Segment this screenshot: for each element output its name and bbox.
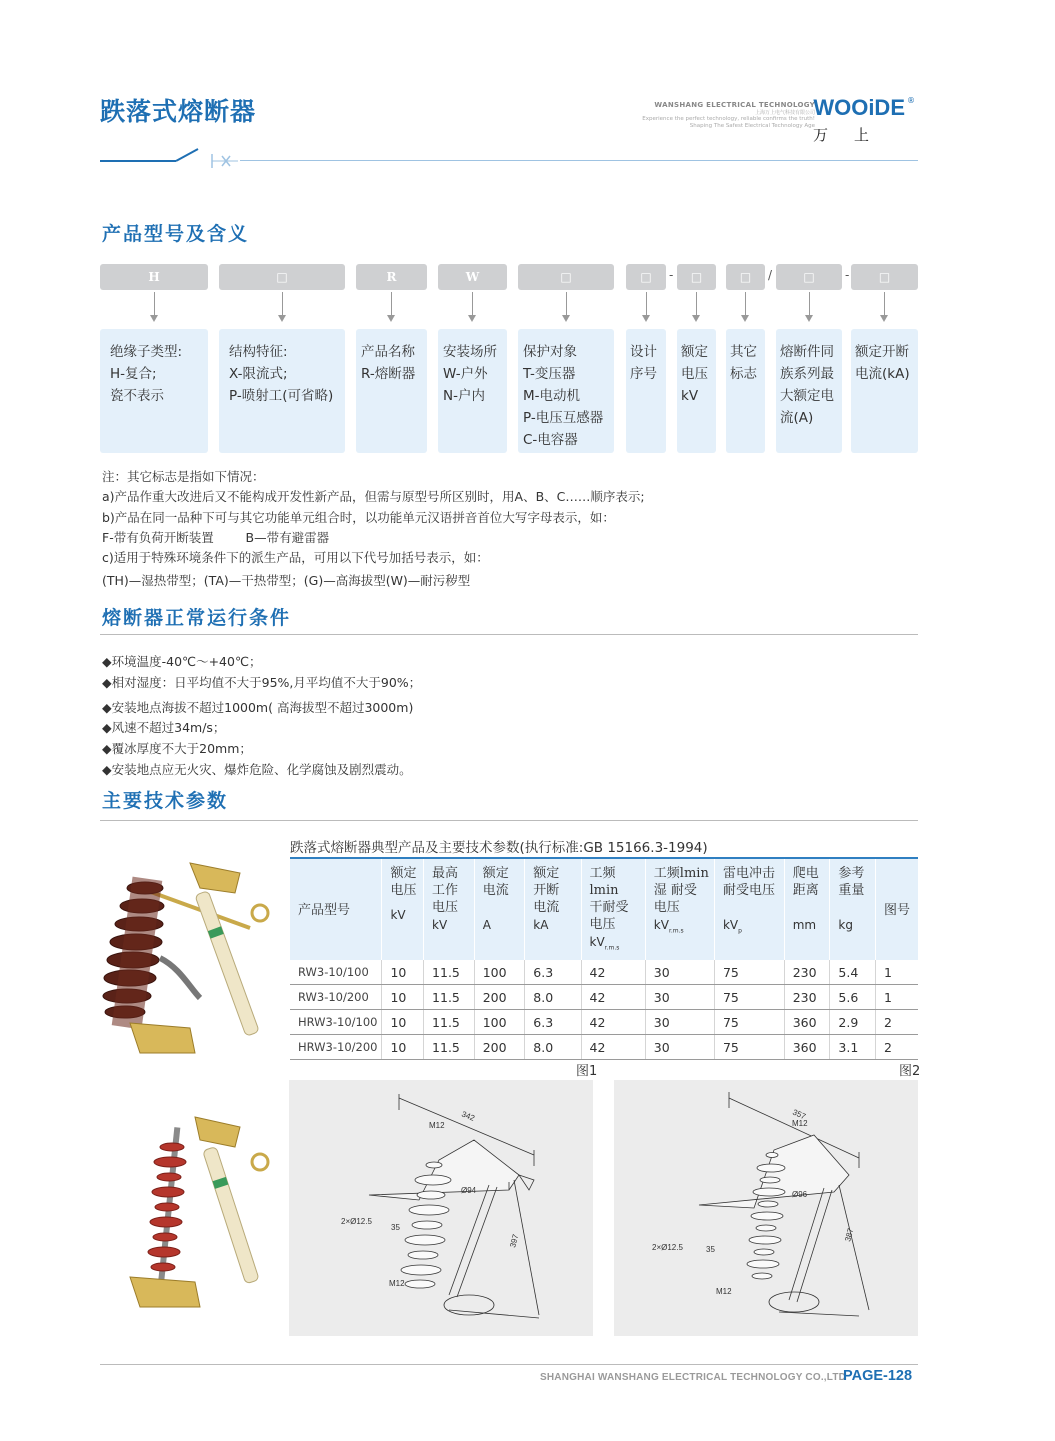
table-cell: 2 xyxy=(875,1035,918,1060)
table-cell: 200 xyxy=(474,985,525,1010)
th-label: 图号 xyxy=(883,903,910,919)
th-rated-current xyxy=(474,859,525,960)
table-cell: 6.3 xyxy=(525,1010,581,1035)
dim-spacing: 35 xyxy=(391,1223,400,1232)
desc-structure xyxy=(219,329,345,453)
code-box-fuse-current: □ xyxy=(776,264,842,290)
table-cell: 42 xyxy=(581,1035,645,1060)
desc-line: 产品名称 xyxy=(361,344,415,360)
desc-line: 大额定电 xyxy=(780,388,834,404)
table-cell: 42 xyxy=(581,1010,645,1035)
table-cell: 230 xyxy=(784,960,830,985)
dim-diameter: Ø96 xyxy=(792,1190,808,1199)
th-figure xyxy=(875,859,918,960)
slogan-2: Shaping The Safest Electrical Technology Age xyxy=(689,123,815,129)
desc-location xyxy=(438,329,507,453)
cell-model: RW3-10/200 xyxy=(290,985,382,1010)
arrow-down-icon xyxy=(282,292,283,320)
th-label: 参考 重量 xyxy=(838,866,865,898)
slogan-1: Experience the perfect technology, reliable confirms the truth! xyxy=(642,116,815,122)
th-unit-main: kV xyxy=(653,918,669,932)
section-title-conditions: 熔断器正常运行条件 xyxy=(102,607,292,629)
desc-line: 流(A) xyxy=(780,410,814,426)
fuse-drawing-1 xyxy=(289,1080,593,1336)
table-cell: 1 xyxy=(875,985,918,1010)
dim-diameter: Ø94 xyxy=(461,1186,477,1195)
dim-bolt-bottom: M12 xyxy=(389,1279,405,1288)
desc-insulator xyxy=(100,329,208,453)
dim-width: 357 xyxy=(791,1107,808,1122)
th-unit: A xyxy=(482,918,491,932)
desc-voltage xyxy=(677,329,716,453)
desc-line: 结构特征: xyxy=(229,344,288,360)
code-box-location: W xyxy=(438,264,507,290)
code-box-structure: □ xyxy=(219,264,345,290)
desc-line: 其它 xyxy=(730,344,757,360)
code-box-protection: □ xyxy=(518,264,614,290)
table-cell: 2.9 xyxy=(830,1010,876,1035)
table-cell: 75 xyxy=(714,985,784,1010)
arrow-down-icon xyxy=(566,292,567,320)
notes-block xyxy=(102,467,645,592)
logo-cn: 万上 xyxy=(812,126,895,144)
th-label: 额定 电流 xyxy=(482,866,509,898)
figure-2-label: 图2 xyxy=(899,1064,921,1079)
brand-cn-small: 上海万上电气科技有限公司 xyxy=(754,110,815,116)
brand-en: WANSHANG ELECTRICAL TECHNOLOGY xyxy=(654,101,815,109)
footer-company: SHANGHAI WANSHANG ELECTRICAL TECHNOLOGY CO.,LTD xyxy=(540,1372,847,1383)
th-label: 最高 工作 电压 xyxy=(432,866,459,915)
table-row xyxy=(290,985,918,1010)
brand-text-block xyxy=(642,101,815,130)
th-creepage xyxy=(784,859,830,960)
th-unit: kg xyxy=(838,918,853,932)
desc-line: M-电动机 xyxy=(523,388,581,404)
arrow-down-icon xyxy=(391,292,392,320)
th-max-voltage xyxy=(424,859,475,960)
th-label: 额定 开断 电流 xyxy=(533,866,560,915)
dim-height: 387 xyxy=(843,1227,856,1243)
table-cell: 30 xyxy=(645,960,714,985)
condition-item: ◆安装地点海拔不超过1000m( 高海拔型不超过3000m) xyxy=(102,699,414,715)
desc-line: 额定 xyxy=(681,344,708,360)
th-label: 雷电冲击 耐受电压 xyxy=(722,866,775,898)
desc-design xyxy=(626,329,666,453)
page-number: PAGE-128 xyxy=(843,1368,913,1384)
desc-line: W-户外 xyxy=(443,366,488,382)
th-unit xyxy=(723,917,780,939)
desc-line: 安装场所 xyxy=(443,344,497,360)
table-cell: 360 xyxy=(784,1035,830,1060)
th-label: 额定 电压 xyxy=(390,866,417,898)
table-cell: 6.3 xyxy=(525,960,581,985)
table-caption: 跌落式熔断器典型产品及主要技术参数(执行标准:GB 15166.3-1994) xyxy=(290,840,708,856)
th-unit-sub: r.m.s xyxy=(668,927,684,935)
th-wet-withstand xyxy=(645,859,714,960)
brand-logo: WOOiDE xyxy=(813,95,905,120)
table-cell: 75 xyxy=(714,1010,784,1035)
th-rated-voltage xyxy=(382,859,424,960)
table-cell: 3.1 xyxy=(830,1035,876,1060)
table-cell: 100 xyxy=(474,960,525,985)
desc-line: 熔断件同 xyxy=(780,344,834,360)
desc-line: 绝缘子类型: xyxy=(110,344,183,360)
desc-line: T-变压器 xyxy=(523,366,576,382)
code-box-other: □ xyxy=(726,264,765,290)
note-line: (TH)—湿热带型；(TA)—干热带型；(G)—高海拔型(W)—耐污秽型 xyxy=(102,573,471,589)
th-unit-sub: r.m.s xyxy=(604,944,620,952)
table-cell: 8.0 xyxy=(525,985,581,1010)
cell-model: RW3-10/100 xyxy=(290,960,382,985)
table-cell: 30 xyxy=(645,1010,714,1035)
table-cell: 30 xyxy=(645,985,714,1010)
desc-line: kV xyxy=(681,388,699,404)
dim-holes: 2×Ø12.5 xyxy=(652,1243,683,1252)
desc-line: 标志 xyxy=(730,366,757,382)
figure-2-drawing xyxy=(614,1080,918,1336)
desc-break-current xyxy=(851,329,918,453)
conditions-list xyxy=(102,652,421,781)
table-cell: 11.5 xyxy=(424,1035,475,1060)
note-line: b)产品在同一品种下可与其它功能单元组合时，以功能单元汉语拼音首位大写字母表示，如： xyxy=(102,509,615,525)
code-box-design: □ xyxy=(626,264,666,290)
table-cell: 1 xyxy=(875,960,918,985)
table-cell: 75 xyxy=(714,1035,784,1060)
section-rule xyxy=(100,634,918,635)
desc-line: R-熔断器 xyxy=(361,366,416,382)
figure-1-label: 图1 xyxy=(576,1064,598,1079)
th-impulse-withstand xyxy=(714,859,784,960)
desc-line: P-电压互感器 xyxy=(523,410,604,426)
table-cell: 75 xyxy=(714,960,784,985)
table-cell: 11.5 xyxy=(424,985,475,1010)
table-cell: 360 xyxy=(784,1010,830,1035)
desc-line: X-限流式; xyxy=(229,366,288,382)
arrow-down-icon xyxy=(646,292,647,320)
note-line: F-带有负荷开断装置 B—带有避雷器 xyxy=(102,529,330,545)
desc-line: 保护对象 xyxy=(523,344,577,360)
desc-product xyxy=(356,329,427,453)
table-row xyxy=(290,960,918,985)
note-line: 注：其它标志是指如下情况： xyxy=(102,469,265,484)
note-line: c)适用于特殊环境条件下的派生产品，可用以下代号加括号表示，如： xyxy=(102,550,489,566)
desc-line: 额定开断 xyxy=(855,344,909,360)
spec-table xyxy=(290,859,918,1060)
th-label: 工频lmin 干耐受 电压 xyxy=(589,866,629,932)
switch-line-icon xyxy=(100,145,240,169)
th-break-current xyxy=(525,859,581,960)
table-row xyxy=(290,1010,918,1035)
code-separator: / xyxy=(768,268,773,282)
condition-item: ◆环境温度-40℃～+40℃； xyxy=(102,654,262,669)
table-cell: 11.5 xyxy=(424,960,475,985)
table-cell: 42 xyxy=(581,985,645,1010)
desc-protection xyxy=(518,329,614,453)
th-unit: kA xyxy=(533,918,549,932)
dim-bolt-bottom: M12 xyxy=(716,1287,732,1296)
dim-height: 397 xyxy=(508,1233,521,1249)
arrow-down-icon xyxy=(745,292,746,320)
code-box-insulator: H xyxy=(100,264,208,290)
table-cell: 2 xyxy=(875,1010,918,1035)
footer-rule xyxy=(100,1364,918,1365)
arrow-down-icon xyxy=(809,292,810,320)
th-unit: mm xyxy=(792,918,817,932)
code-separator: - xyxy=(845,268,850,282)
desc-line: H-复合; xyxy=(110,366,157,382)
th-unit-main: kV xyxy=(722,918,739,932)
section-rule xyxy=(100,820,918,821)
dim-bolt-top: M12 xyxy=(429,1121,445,1130)
th-label: 工频lmin 湿 耐受 电压 xyxy=(653,866,709,915)
note-line: a)产品作重大改进后又不能构成开发性新产品，但需与原型号所区别时，用A、B、C……顺序表示; xyxy=(102,489,645,505)
dim-width: 342 xyxy=(460,1109,477,1123)
table-cell: 230 xyxy=(784,985,830,1010)
table-cell: 10 xyxy=(382,960,424,985)
code-box-break-current: □ xyxy=(851,264,918,290)
desc-line: 电流(kA) xyxy=(855,366,910,382)
desc-line: N-户内 xyxy=(443,388,485,404)
code-box-voltage: □ xyxy=(677,264,716,290)
table-cell: 200 xyxy=(474,1035,525,1060)
dim-bolt-top: M12 xyxy=(792,1119,808,1128)
condition-item: ◆安装地点应无火灾、爆炸危险、化学腐蚀及剧烈震动。 xyxy=(102,761,412,777)
desc-other xyxy=(726,329,765,453)
condition-item: ◆覆冰厚度不大于20mm； xyxy=(102,741,252,757)
th-label: 产品型号 xyxy=(298,903,351,919)
dim-holes: 2×Ø12.5 xyxy=(341,1217,372,1226)
logo-registered-mark: ® xyxy=(907,96,915,105)
arrow-down-icon xyxy=(696,292,697,320)
th-dry-withstand xyxy=(581,859,645,960)
th-unit-sub: p xyxy=(738,927,742,935)
condition-item: ◆相对湿度：日平均值不大于95%,月平均值不大于90%； xyxy=(102,674,422,690)
fuse-drawing-2 xyxy=(614,1080,918,1336)
desc-line: 电压 xyxy=(681,366,708,382)
header-rule xyxy=(240,160,918,161)
table-cell: 100 xyxy=(474,1010,525,1035)
product-photo-porcelain xyxy=(100,858,280,1058)
th-unit: kV xyxy=(390,908,406,922)
section-title-parameters: 主要技术参数 xyxy=(102,790,229,812)
th-unit xyxy=(590,934,641,956)
th-unit: kV xyxy=(432,918,448,932)
figure-1-drawing xyxy=(289,1080,593,1336)
table-cell: 30 xyxy=(645,1035,714,1060)
table-cell: 11.5 xyxy=(424,1010,475,1035)
table-cell: 10 xyxy=(382,985,424,1010)
desc-line: 设计 xyxy=(630,344,657,360)
cell-model: HRW3-10/200 xyxy=(290,1035,382,1060)
arrow-down-icon xyxy=(472,292,473,320)
arrow-down-icon xyxy=(154,292,155,320)
th-unit-main: kV xyxy=(589,935,605,949)
th-weight xyxy=(830,859,876,960)
condition-item: ◆风速不超过34m/s； xyxy=(102,720,226,736)
table-cell: 5.4 xyxy=(830,960,876,985)
desc-line: 族系列最 xyxy=(780,366,834,382)
dim-spacing: 35 xyxy=(706,1245,715,1254)
product-photo-composite xyxy=(100,1112,280,1312)
table-cell: 10 xyxy=(382,1010,424,1035)
desc-line: P-喷射工(可省略) xyxy=(229,388,334,404)
page-title: 跌落式熔断器 xyxy=(100,97,257,126)
cell-model: HRW3-10/100 xyxy=(290,1010,382,1035)
table-body xyxy=(290,960,918,1060)
section-title-model: 产品型号及含义 xyxy=(102,223,250,245)
table-row xyxy=(290,1035,918,1060)
code-box-product: R xyxy=(356,264,427,290)
arrow-down-icon xyxy=(884,292,885,320)
desc-line: 瓷不表示 xyxy=(110,388,164,404)
desc-line: C-电容器 xyxy=(523,432,578,448)
table-cell: 10 xyxy=(382,1035,424,1060)
th-label: 爬电 距离 xyxy=(792,866,819,898)
code-separator: - xyxy=(669,268,674,282)
table-cell: 5.6 xyxy=(830,985,876,1010)
table-header-row xyxy=(290,859,918,960)
table-cell: 8.0 xyxy=(525,1035,581,1060)
table-cell: 42 xyxy=(581,960,645,985)
th-unit xyxy=(654,917,710,939)
th-model xyxy=(290,859,382,960)
desc-line: 序号 xyxy=(630,366,657,382)
desc-fuse-current xyxy=(776,329,842,453)
